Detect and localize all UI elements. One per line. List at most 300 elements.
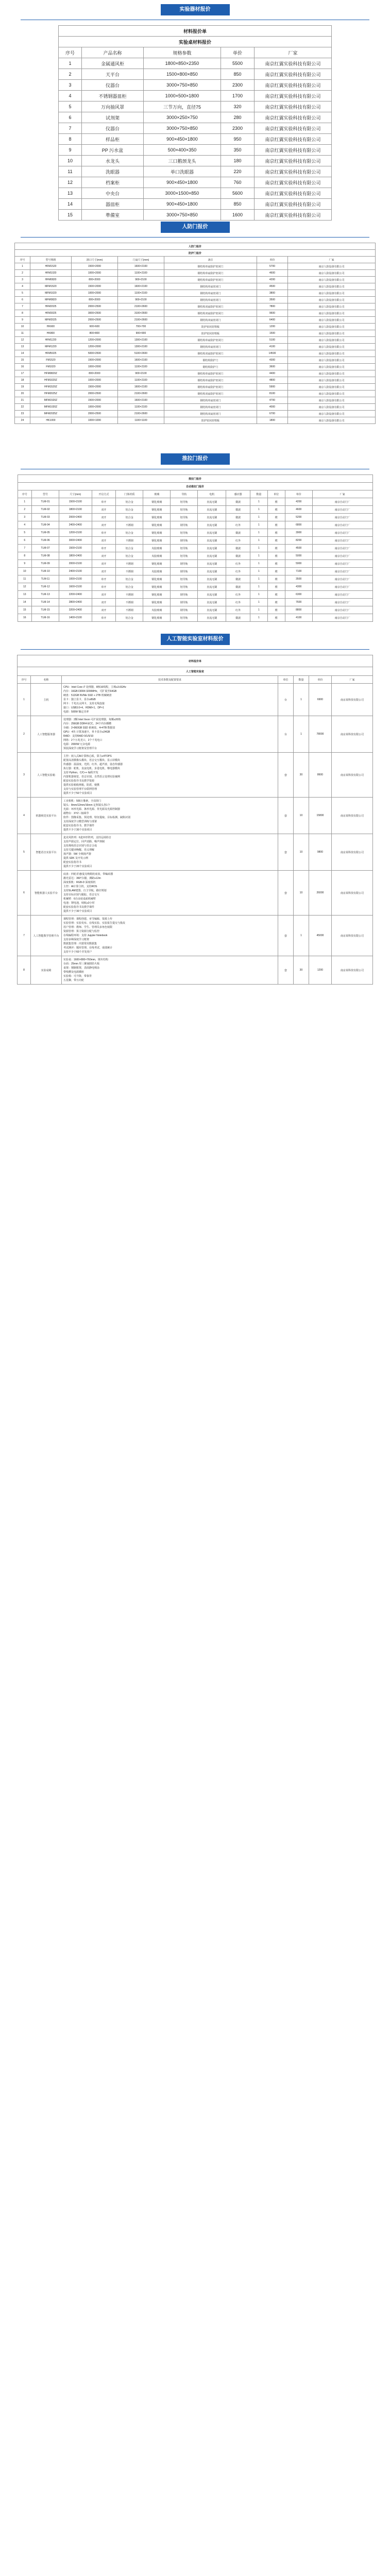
table-cell: MFM1220 [30, 344, 71, 350]
table-cell: 8100 [257, 391, 287, 397]
spec-line: 提供不少于30个实验项目 [63, 828, 92, 832]
table-cell: 1200×2000 [71, 344, 117, 350]
table-cell: 钢结构防护门 [164, 364, 257, 370]
table-cell: 11 [18, 575, 32, 583]
table-cell: 4 [14, 283, 30, 290]
table-row [14, 263, 375, 270]
table-cell: 5600 [221, 188, 254, 199]
table-cell: 700×700 [117, 324, 164, 330]
table-cell: 不锈钢 [116, 560, 143, 568]
table-cell: 南京人防设备有限公司 [287, 350, 375, 357]
table-cell: HFM1220 [30, 337, 71, 344]
spec-line: 内置机器视觉、语音识别、自然语言处理实验案例 [63, 775, 120, 778]
table-cell: 1000×2000 [71, 270, 117, 277]
spec-line: 提供实验箱收纳箱，防震、便携 [63, 784, 99, 787]
table-cell: HK800 [30, 330, 71, 337]
table-cell: 钢化玻璃 [143, 529, 171, 537]
table-row [17, 916, 372, 956]
header-cell: 洞口尺寸(mm) [71, 257, 117, 263]
table-cell: 铝导轨 [171, 514, 198, 521]
table-row [17, 956, 372, 985]
sliding-door-table [18, 474, 373, 622]
table-cell: 20 [14, 391, 30, 397]
table-cell: 1 [250, 506, 267, 514]
table-header-row [58, 47, 331, 58]
table-cell: 1 [250, 552, 267, 560]
table-cell: 4200 [257, 277, 287, 283]
spec-line: 软件：图像采集、预处理、特征提取、目标检测、缺陷识别 [63, 816, 130, 819]
table-cell: 南京人防设备有限公司 [287, 384, 375, 391]
table-row [18, 575, 372, 583]
table-cell: TLM-12 [32, 583, 59, 591]
table-cell: 準備室 [81, 210, 143, 221]
table-caption: 人防门报价 [14, 243, 375, 250]
spec-line: 深度相机：RGB-D 深度相机 [63, 881, 96, 884]
table-cell: 钢导轨 [171, 560, 198, 568]
table-cell: 11 [58, 166, 81, 177]
table-cell: 南京红翼实验科技有限公司 [254, 80, 331, 91]
table-cell: 钢结构单扇密闭门 [164, 297, 257, 303]
section-sliding-door [0, 453, 390, 622]
table-cell: 2 [18, 506, 32, 514]
spec-line: 资源管理：算力资源分配与监控 [63, 930, 99, 933]
unit-price: 26000 [309, 871, 331, 916]
table-cell: 南京人防设备有限公司 [287, 290, 375, 297]
table-cell: 南京红翼实验科技有限公司 [254, 101, 331, 112]
table-row [58, 156, 331, 166]
table-cell: 双开 [92, 506, 116, 514]
spec-line: 配置高清摄像头模块、语音交互模块、显示屏模块 [63, 759, 120, 762]
table-cell: 1100×2100 [117, 377, 164, 384]
table-cell: TLM-14 [32, 599, 59, 606]
unit-price: 9800 [309, 834, 331, 871]
table-cell: 1 [250, 591, 267, 599]
lab-equipment-table [58, 25, 332, 221]
table-cell: 直流无刷 [198, 545, 226, 552]
table-cell: 8800 [285, 606, 312, 614]
header-cell: 单价 [285, 490, 312, 498]
quantity: 1 [293, 916, 309, 956]
spec-line: 课程管理：课程创建、章节编辑、资源上传 [63, 918, 112, 921]
table-cell: HFM2025Z [30, 391, 71, 397]
spec-line: 接口：USB3.0×4，HDMI×1，DP×1 [63, 706, 105, 709]
table-row [14, 330, 375, 337]
table-cell: 樘 [267, 514, 285, 521]
section-title: 人工智能实验室材料报价 [161, 634, 230, 645]
spec-line: 支持与实验管理平台联网管理 [63, 788, 97, 791]
table-cell: 1 [250, 498, 267, 506]
table-cell: 微波 [226, 575, 250, 583]
table-cell: 13 [18, 591, 32, 599]
table-cell: 南京人防设备有限公司 [287, 303, 375, 310]
table-row [18, 560, 372, 568]
table-cell: 2800×2400 [59, 599, 92, 606]
spec-line: 麦克风阵列：6麦环形阵列，支持远场拾音 [63, 836, 111, 839]
header-cell: 电机 [198, 490, 226, 498]
table-cell: 2100×2600 [117, 303, 164, 310]
table-cell: 320 [221, 101, 254, 112]
table-cell: 钢导轨 [171, 591, 198, 599]
table-cell: 1 [250, 575, 267, 583]
table-cell: 钢化玻璃 [143, 614, 171, 622]
table-cell: 1 [250, 545, 267, 552]
table-cell: 220 [221, 166, 254, 177]
table-cell: 铝合金 [116, 552, 143, 560]
table-cell: 2000×2500 [71, 303, 117, 310]
table-row [58, 58, 331, 69]
spec-description [61, 871, 278, 916]
table-cell: 铝合金 [116, 545, 143, 552]
table-cell: 洗眼器 [81, 166, 143, 177]
table-cell: 3000×750×850 [143, 80, 221, 91]
table-cell: 不锈钢 [116, 599, 143, 606]
table-cell: 1800×2400 [59, 552, 92, 560]
table-cell: MFM1520 [30, 283, 71, 290]
table-cell: 500×400×350 [143, 145, 221, 156]
table-cell: 樘 [267, 560, 285, 568]
table-cell: 800×2000 [71, 370, 117, 377]
spec-line: 底盘：四轮差速/麦克纳姆轮底盘，带编码器 [63, 873, 113, 876]
table-row [58, 101, 331, 112]
table-cell: 4700 [257, 397, 287, 404]
spec-line: 支持声源定位、回声消除、噪声抑制 [63, 840, 105, 843]
row-number: 6 [17, 871, 30, 916]
table-cell: 南京人防设备有限公司 [287, 344, 375, 350]
table-cell: 9 [14, 317, 30, 324]
table-cell: TLM-11 [32, 575, 59, 583]
table-cell: 双开 [92, 606, 116, 614]
table-cell: 3000×250×750 [143, 112, 221, 123]
table-cell: 850 [221, 69, 254, 80]
table-cell: 1100×2100 [117, 290, 164, 297]
header-cell: 序号 [18, 490, 32, 498]
table-cell: 钢结构双扇防护密闭门 [164, 310, 257, 317]
table-caption: 推拉门报价 [18, 475, 372, 483]
header-cell: 厂家 [254, 47, 331, 58]
table-cell: 14 [18, 599, 32, 606]
spec-line: 传感器：温湿度、光照、红外、超声波、姿态传感器 [63, 763, 123, 766]
table-cell: 1000×2000 [71, 290, 117, 297]
table-cell: 南京自动门厂 [312, 614, 372, 622]
table-cell: HK1000 [30, 417, 71, 424]
table-cell: 2200×2400 [59, 591, 92, 599]
table-cell: 南京红翼实验科技有限公司 [254, 199, 331, 210]
table-cell: 钢结构单扇密闭门 [164, 290, 257, 297]
table-cell: 铝合金 [116, 614, 143, 622]
table-row [18, 514, 372, 521]
table-cell: 仪器台 [81, 80, 143, 91]
table-cell: 8 [14, 310, 30, 317]
spec-line: 扬声器：5W 全频扬声器 [63, 853, 91, 856]
table-row [18, 537, 372, 545]
table-cell: 南京红翼实验科技有限公司 [254, 156, 331, 166]
table-cell: TLM-02 [32, 506, 59, 514]
table-cell: 3 [14, 277, 30, 283]
table-cell: 10 [58, 156, 81, 166]
spec-line: 激光雷达：360°扫描，测距≥12m [63, 877, 101, 880]
row-number: 7 [17, 916, 30, 956]
table-cell: TLM-08 [32, 552, 59, 560]
spec-line: 电源：500W 额定功率 [63, 710, 89, 714]
table-cell: 4 [18, 521, 32, 529]
table-cell: 钢结构单扇密闭门 [164, 397, 257, 404]
table-cell: 1800×850×2350 [143, 58, 221, 69]
spec-line: 主控：嵌入式AI计算核心板，算力≥4TOPS [63, 755, 112, 758]
table-cell: 1500 [257, 330, 287, 337]
table-subcaption: 防护门报价 [14, 250, 375, 257]
table-cell: 钢化玻璃 [143, 560, 171, 568]
table-cell: 900×450×1800 [143, 199, 221, 210]
manufacturer: 南京某科技有限公司 [331, 956, 372, 985]
table-row [14, 317, 375, 324]
table-cell: 4100 [285, 614, 312, 622]
spec-line: 硬盘：512GB NVMe SSD + 2TB 机械硬盘 [63, 694, 112, 697]
header-cell: 厂家 [287, 257, 375, 263]
table-cell: 600×600 [71, 324, 117, 330]
table-cell: 1600×2100 [117, 357, 164, 364]
table-cell: 不锈钢 [116, 521, 143, 529]
table-row [18, 498, 372, 506]
table-cell: 3800 [257, 290, 287, 297]
table-row [14, 411, 375, 417]
table-cell: 1500×2000 [71, 263, 117, 270]
table-cell: 直流无刷 [198, 537, 226, 545]
table-cell: 1600×2100 [117, 283, 164, 290]
table-cell: 南京人防设备有限公司 [287, 411, 375, 417]
table-cell: 铝合金 [116, 575, 143, 583]
item-name: 机器视觉实验平台 [30, 798, 61, 834]
table-cell: 4600 [257, 270, 287, 277]
header-cell: 玻璃 [143, 490, 171, 498]
table-cell: 钢结构单扇防护密闭门 [164, 337, 257, 344]
table-cell: 南京自动门厂 [312, 529, 372, 537]
table-cell: 钢结构单扇防护密闭门 [164, 377, 257, 384]
table-cell: 1 [250, 521, 267, 529]
manufacturer: 南京某科技有限公司 [331, 753, 372, 798]
table-cell: 900×2100 [117, 297, 164, 303]
table-cell: 南京红翼实验科技有限公司 [254, 69, 331, 80]
table-row [14, 337, 375, 344]
table-cell: TLM-10 [32, 568, 59, 575]
spec-line: 支持SLAM建图、自主导航、路径规划 [63, 889, 107, 892]
table-cell: 微波 [226, 529, 250, 537]
table-cell: 11 [14, 330, 30, 337]
table-cell: 350 [221, 145, 254, 156]
table-cell: 天平台 [81, 69, 143, 80]
item-name: 人工智能服务器 [30, 716, 61, 753]
table-cell: 双开 [92, 552, 116, 560]
table-cell: 钢结构单扇密闭门 [164, 344, 257, 350]
table-cell: 1 [250, 568, 267, 575]
table-cell: HFM0820Z [30, 370, 71, 377]
table-cell: 南京红翼实验科技有限公司 [254, 210, 331, 221]
table-cell: 南京自动门厂 [312, 506, 372, 514]
table-cell: 7 [14, 303, 30, 310]
table-cell: 南京红翼实验科技有限公司 [254, 188, 331, 199]
table-cell: 红外 [226, 591, 250, 599]
table-row [18, 552, 372, 560]
table-cell: TLM-13 [32, 591, 59, 599]
table-row [14, 297, 375, 303]
table-row [14, 324, 375, 330]
table-cell: 单开 [92, 575, 116, 583]
unit: 台 [278, 716, 293, 753]
table-cell: 16 [18, 614, 32, 622]
table-cell: 6800 [285, 521, 312, 529]
section-title: 人防门报价 [161, 222, 230, 233]
table-cell: HFM1520 [30, 263, 71, 270]
spec-line: 考试测评：题库管理、在线考试、成绩统计 [63, 946, 112, 950]
table-cell: 1 [250, 614, 267, 622]
header-cell: 技术参数及配置要求 [61, 676, 278, 684]
spec-line: CPU：Intel Core i7 处理器，8核16线程，主频≥3.6GHz [63, 686, 126, 689]
header-cell: 单价 [309, 676, 331, 684]
spec-line: 主控：AI计算主机，支持ROS [63, 885, 97, 888]
row-number: 5 [17, 834, 30, 871]
table-cell: 樘 [267, 506, 285, 514]
table-cell: 样品柜 [81, 134, 143, 145]
table-cell: 不锈钢 [116, 568, 143, 575]
table-cell: 钢化玻璃 [143, 583, 171, 591]
table-cell: 水龙头 [81, 156, 143, 166]
table-row [18, 506, 372, 514]
table-row [14, 310, 375, 317]
table-cell: 15 [18, 606, 32, 614]
table-cell: 南京自动门厂 [312, 575, 372, 583]
section-title: 推拉门报价 [161, 453, 230, 465]
table-cell: 钢化玻璃 [143, 599, 171, 606]
table-cell: 铝合金 [116, 583, 143, 591]
table-cell: HFM1020 [30, 270, 71, 277]
table-cell: 防护密闭封堵板 [164, 417, 257, 424]
table-cell: HK600 [30, 324, 71, 330]
table-cell: 15 [14, 357, 30, 364]
table-cell: 5000×2500 [71, 350, 117, 357]
table-cell: 钢结构双扇防护密闭门 [164, 391, 257, 397]
table-cell: 钢化玻璃 [143, 506, 171, 514]
table-cell: 4200 [285, 498, 312, 506]
header-cell: 门扇尺寸(mm) [117, 257, 164, 263]
table-cell: 4600 [285, 506, 312, 514]
table-row [18, 521, 372, 529]
table-cell: MFM1020Z [30, 404, 71, 411]
table-row [58, 166, 331, 177]
table-cell: 南京人防设备有限公司 [287, 324, 375, 330]
table-cell: 1600×2100 [117, 397, 164, 404]
header-cell: 厂家 [331, 676, 372, 684]
table-row [17, 834, 372, 871]
table-cell: 1000×2000 [71, 364, 117, 370]
table-cell: 8200 [285, 537, 312, 545]
manufacturer: 南京某科技有限公司 [331, 798, 372, 834]
spec-line: 配套实验指导书 [63, 861, 81, 864]
table-cell: 钢化玻璃 [143, 575, 171, 583]
table-row [14, 350, 375, 357]
table-cell: 双开 [92, 560, 116, 568]
table-cell: 直流无刷 [198, 583, 226, 591]
item-name: 人工智能实验箱 [30, 753, 61, 798]
table-cell: 1200×2000 [71, 337, 117, 344]
spec-line: 在线编程环境：支持 Jupyter Notebook [63, 934, 108, 937]
table-cell: 南京人防设备有限公司 [287, 370, 375, 377]
table-cell: 14 [14, 350, 30, 357]
spec-line: 光源：环形光源、条形光源、背光源及光源控制器 [63, 808, 120, 811]
table-cell: 3000×750×850 [143, 210, 221, 221]
table-cell: 樘 [267, 529, 285, 537]
table-cell: 5100×2600 [117, 350, 164, 357]
table-row [58, 210, 331, 221]
header-cell: 导轨 [171, 490, 198, 498]
table-cell: 南京人防设备有限公司 [287, 357, 375, 364]
table-cell: 直流无刷 [198, 521, 226, 529]
table-cell: 6 [58, 112, 81, 123]
table-cell: 微波 [226, 614, 250, 622]
table-cell: TLM-06 [32, 537, 59, 545]
table-cell: 10 [18, 568, 32, 575]
table-cell: 3500 [257, 297, 287, 303]
table-cell: TLM-09 [32, 560, 59, 568]
table-row [18, 591, 372, 599]
unit-price: 78000 [309, 716, 331, 753]
table-row [58, 199, 331, 210]
table-cell: 钢化玻璃 [143, 514, 171, 521]
table-cell: 南京人防设备有限公司 [287, 317, 375, 324]
spec-line: 支持关键词唤醒、语义理解 [63, 849, 94, 852]
table-cell: 14500 [257, 350, 287, 357]
table-subcaption: 实验桌材料报价 [58, 37, 331, 47]
quantity: 10 [293, 871, 309, 916]
table-cell: 钢结构双扇防护密闭门 [164, 303, 257, 310]
table-cell: 钢化玻璃 [143, 537, 171, 545]
table-cell: 南京红翼实验科技有限公司 [254, 145, 331, 156]
ai-lab-table [17, 655, 373, 985]
section-title: 实验器材报价 [161, 4, 230, 15]
table-cell: 3900 [285, 529, 312, 537]
unit: 台 [278, 684, 293, 716]
table-cell: 南京人防设备有限公司 [287, 297, 375, 303]
table-cell: 单开 [92, 498, 116, 506]
quantity: 10 [293, 834, 309, 871]
table-cell: 3200×2400 [59, 606, 92, 614]
table-cell: 樘 [267, 575, 285, 583]
table-cell: 直流无刷 [198, 614, 226, 622]
spec-line: 处理器：2颗 Intel Xeon 可扩展处理器，每颗≥20核 [63, 718, 121, 721]
table-cell: 器皿柜 [81, 199, 143, 210]
table-cell: 1000×500×1800 [143, 91, 221, 101]
spec-line: 预装深度学习框架及管理平台 [63, 747, 97, 750]
table-cell: 三口鹅颈龙头 [143, 156, 221, 166]
table-cell: 红外 [226, 599, 250, 606]
table-cell: 铝导轨 [171, 529, 198, 537]
table-cell: 2000×2500 [71, 317, 117, 324]
spec-line: 支持多种深度学习框架 [63, 938, 89, 941]
table-cell: 双开 [92, 537, 116, 545]
table-cell: 1500×800×850 [143, 69, 221, 80]
table-cell: 1800 [257, 417, 287, 424]
spec-description [61, 716, 278, 753]
table-cell: 1400×2100 [59, 614, 92, 622]
table-row [17, 684, 372, 716]
unit: 套 [278, 871, 293, 916]
table-cell: 12 [58, 177, 81, 188]
table-cell: 1500×2100 [59, 498, 92, 506]
table-cell: 1500×2000 [71, 397, 117, 404]
table-cell: 2400×2100 [59, 568, 92, 575]
table-cell: 3 [58, 80, 81, 91]
table-cell: 5100 [257, 337, 287, 344]
table-cell: 南京红翼实验科技有限公司 [254, 134, 331, 145]
table-cell: 9 [18, 560, 32, 568]
